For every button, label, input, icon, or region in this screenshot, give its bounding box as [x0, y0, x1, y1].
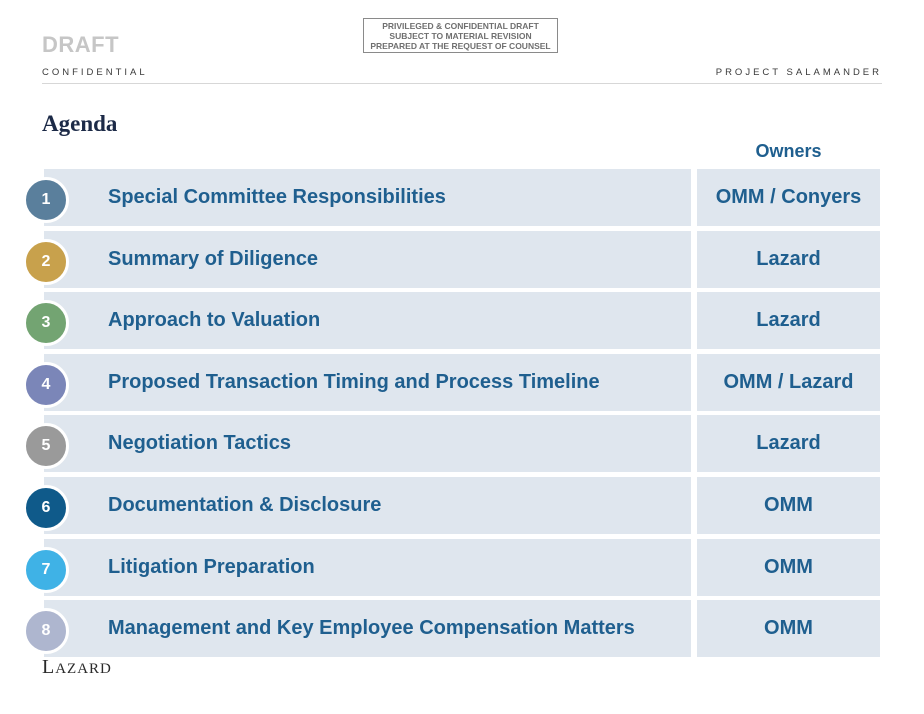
lazard-logo [42, 656, 112, 679]
confidential-label: CONFIDENTIAL [42, 67, 148, 78]
agenda-owner-cell: Lazard [697, 231, 880, 288]
stamp-line: PRIVILEGED & CONFIDENTIAL DRAFT [382, 21, 539, 31]
logo-initial: L [42, 656, 56, 678]
agenda-number-badge: 1 [23, 177, 69, 223]
agenda-number-badge: 3 [23, 300, 69, 346]
project-label: PROJECT SALAMANDER [715, 67, 882, 78]
agenda-owner-cell: OMM [697, 600, 880, 657]
agenda-row [41, 292, 880, 349]
agenda-number-badge: 7 [23, 547, 69, 593]
agenda-topic-label: Management and Key Employee Compensation Matters [108, 617, 635, 640]
agenda-owner-cell: OMM / Conyers [697, 169, 880, 226]
agenda-topic-label: Summary of Diligence [108, 247, 319, 270]
agenda-row [41, 600, 880, 657]
agenda-number-badge: 6 [23, 485, 69, 531]
page-title: Agenda [42, 111, 118, 136]
logo-rest: AZARD [55, 661, 112, 677]
agenda-owner-cell: OMM / Lazard [697, 354, 880, 411]
owners-column-header: Owners [755, 141, 822, 161]
agenda-topic-label: Negotiation Tactics [108, 432, 291, 455]
agenda-topic-label: Proposed Transaction Timing and Process Timeline [108, 370, 600, 393]
stamp-line: PREPARED AT THE REQUEST OF COUNSEL [370, 41, 551, 51]
agenda-row [41, 539, 880, 596]
agenda-number-badge: 5 [23, 423, 69, 469]
agenda-number-badge: 4 [23, 362, 69, 408]
agenda-number-badge: 8 [23, 608, 69, 654]
agenda-topic-label: Litigation Preparation [108, 555, 315, 578]
agenda-row [41, 354, 880, 411]
agenda-topic-label: Documentation & Disclosure [108, 494, 382, 516]
agenda-row [41, 169, 880, 226]
agenda-row [41, 231, 880, 288]
agenda-row [41, 415, 880, 472]
agenda-number-badge: 2 [23, 239, 69, 285]
agenda-topic-label: Approach to Valuation [108, 309, 321, 332]
agenda-topic-label: Special Committee Responsibilities [108, 186, 446, 208]
agenda-owner-cell: Lazard [697, 415, 880, 472]
agenda-owner-cell: OMM [697, 477, 880, 534]
confidential-stamp [363, 18, 558, 53]
agenda-row [41, 477, 880, 534]
stamp-line: SUBJECT TO MATERIAL REVISION [389, 31, 532, 41]
draft-label: DRAFT [42, 32, 120, 57]
agenda-owner-cell: OMM [697, 539, 880, 596]
agenda-owner-cell: Lazard [697, 292, 880, 349]
header-divider [42, 83, 882, 84]
